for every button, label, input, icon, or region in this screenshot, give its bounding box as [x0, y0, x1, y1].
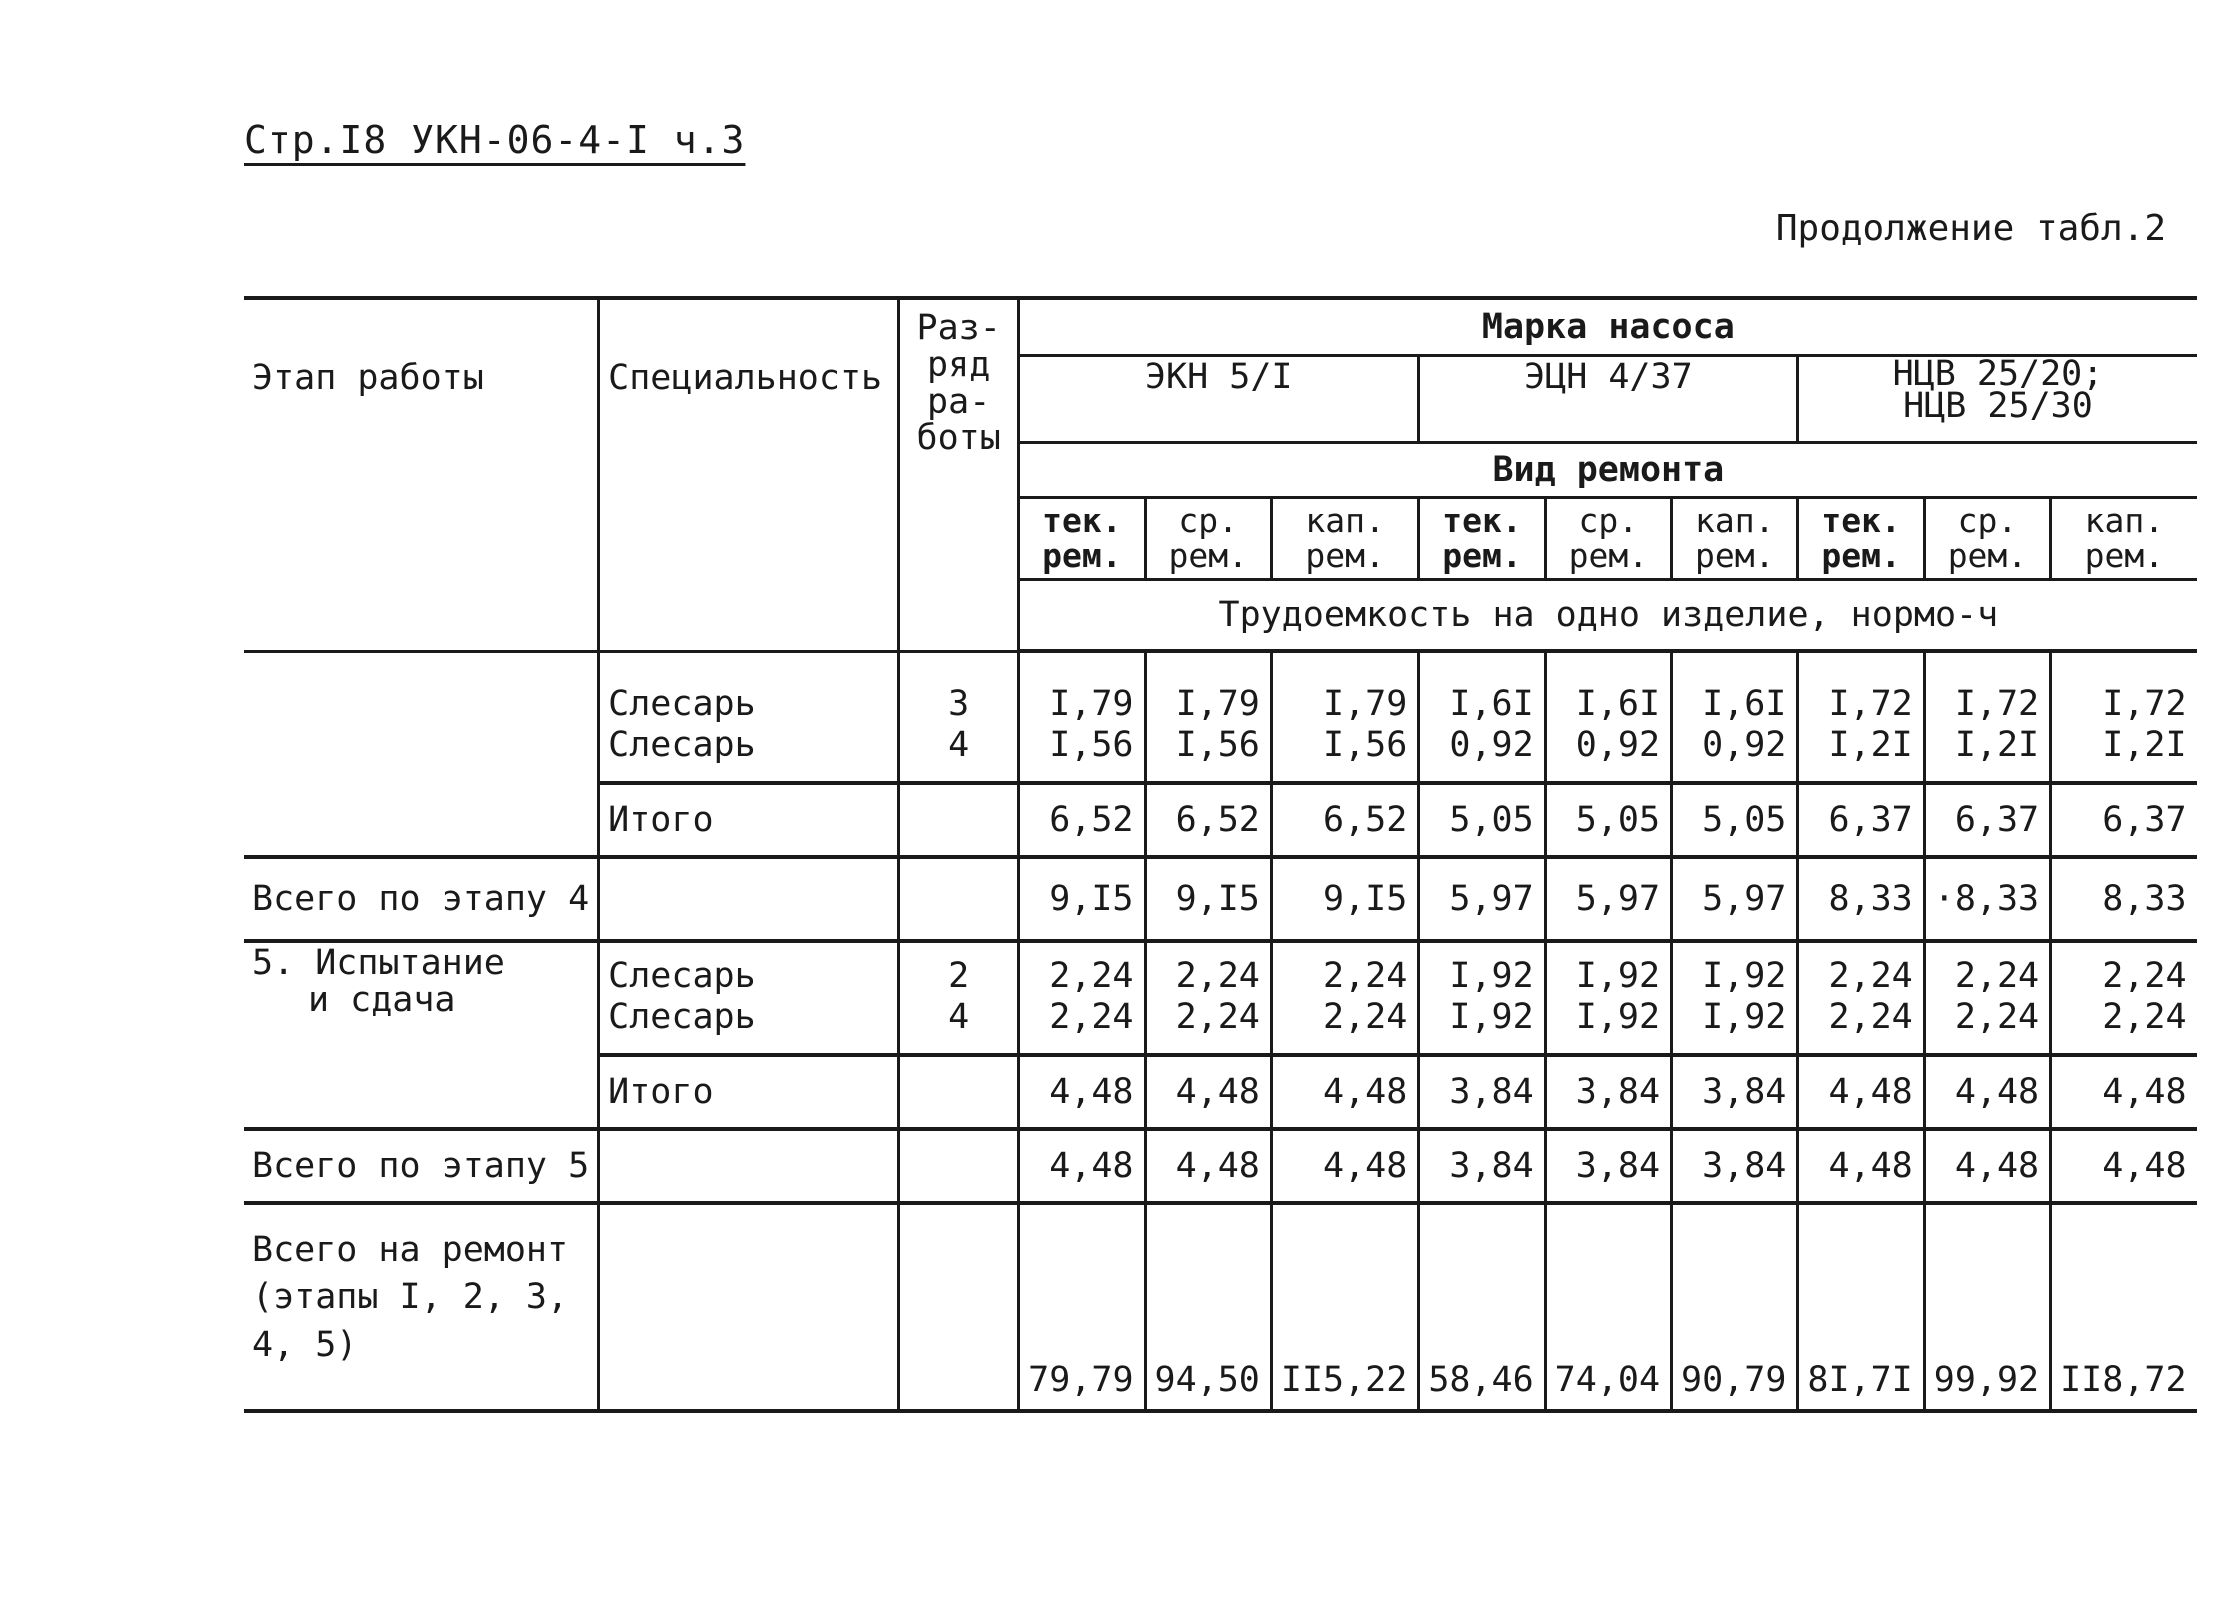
value-cell: 79,79: [1019, 1203, 1145, 1411]
grade-cell: 2: [899, 941, 1019, 997]
value-cell: II5,22: [1271, 1203, 1418, 1411]
stage5-title-line2: и сдача: [308, 979, 456, 1020]
value-cell: 94,50: [1145, 1203, 1271, 1411]
value-cell: I,72: [2102, 684, 2187, 725]
stage-header: Этап работы: [244, 298, 599, 651]
repair-col-header: кап. рем.: [1672, 498, 1798, 580]
value-cell: 6,37: [1798, 783, 1924, 857]
value-cell: I,92: [1419, 941, 1545, 997]
value-cell: 5,97: [1672, 857, 1798, 941]
empty-specialty-cell: [599, 1203, 899, 1411]
labor-table: [244, 296, 2197, 1413]
value-cell: I,6I: [1545, 651, 1671, 725]
value-cell: ·8,33: [1924, 857, 2050, 941]
value-cell: 6,37: [2051, 783, 2197, 857]
value-cell: 2,24: [1798, 997, 1924, 1055]
value-cell: 0,92: [1545, 725, 1671, 783]
value-cell: 3,84: [1672, 1055, 1798, 1129]
repair-type-header: Вид ремонта: [1492, 449, 1725, 490]
repair-col-header: тек. рем.: [1019, 498, 1145, 580]
value-cell: I,92: [1419, 997, 1545, 1055]
pump-ncv-header: НЦВ 25/20; НЦВ 25/30: [1798, 356, 2197, 443]
value-cell: I,72: [1924, 651, 2050, 725]
grand-total-line1: Всего на ремонт: [252, 1230, 569, 1270]
value-cell: 4,48: [1271, 1129, 1418, 1203]
value-cell: 2,24: [1271, 941, 1418, 997]
empty-grade-cell: [899, 1203, 1019, 1411]
value-cell: I,6I: [1672, 651, 1798, 725]
value-cell: 3,84: [1419, 1055, 1545, 1129]
value-cell: I,92: [1672, 997, 1798, 1055]
stage-total-label: Всего по этапу 4: [244, 857, 599, 941]
value-cell: 4,48: [2051, 1129, 2197, 1203]
grand-total-label: [244, 1203, 599, 1411]
value-cell: I,92: [1545, 941, 1671, 997]
value-cell: I,2I: [1798, 725, 1924, 783]
grade-cell: 3: [899, 651, 1019, 725]
grade-cell: 4: [899, 997, 1019, 1055]
value-cell: II8,72: [2051, 1203, 2197, 1411]
value-cell: 4,48: [1019, 1129, 1145, 1203]
value-cell: I,2I: [2051, 725, 2197, 783]
value-cell: 5,05: [1419, 783, 1545, 857]
value-cell: I,79: [1019, 651, 1145, 725]
value-cell: I,56: [1019, 725, 1145, 783]
value-cell: I,79: [1271, 651, 1418, 725]
value-cell: I,56: [1145, 725, 1271, 783]
value-cell: 2,24: [1145, 941, 1271, 997]
subtotal-label: Итого: [599, 783, 899, 857]
pump-ecn-header: ЭЦН 4/37: [1419, 356, 1798, 443]
value-cell: 5,97: [1419, 857, 1545, 941]
value-cell: 0,92: [1419, 725, 1545, 783]
grade-cell: 4: [899, 725, 1019, 783]
value-cell: 8I,7I: [1798, 1203, 1924, 1411]
value-cell: 2,24: [1924, 941, 2050, 997]
value-cell: I,2I: [1924, 725, 2050, 783]
value-cell: 2,24: [2102, 956, 2187, 997]
value-cell: 0,92: [1672, 725, 1798, 783]
value-cell: 2,24: [1019, 997, 1145, 1055]
value-cell: 4,48: [1271, 1055, 1418, 1129]
page-header: Стр.I8 УКН-06-4-I ч.3: [244, 118, 746, 162]
value-cell: 9,I5: [1019, 857, 1145, 941]
value-cell: 2,24: [1271, 997, 1418, 1055]
repair-col-header: ср. рем.: [1145, 498, 1271, 580]
value-cell: 4,48: [1019, 1055, 1145, 1129]
empty-grade-cell: [899, 857, 1019, 941]
value-cell: I,92: [1672, 941, 1798, 997]
repair-col-header: тек. рем.: [1798, 498, 1924, 580]
specialty-cell: Слесарь: [599, 651, 899, 725]
value-cell: 9,I5: [1271, 857, 1418, 941]
stage-total-label: Всего по этапу 5: [244, 1129, 599, 1203]
value-cell: 58,46: [1419, 1203, 1545, 1411]
specialty-cell: Слесарь: [599, 941, 899, 997]
pump-brand-header: Марка насоса: [1019, 298, 2197, 356]
value-cell: 9,I5: [1145, 857, 1271, 941]
value-cell: 4,48: [2051, 1055, 2197, 1129]
repair-col-header: тек. рем.: [1419, 498, 1545, 580]
value-cell: I,6I: [1419, 651, 1545, 725]
grand-total-line3: 4, 5): [252, 1324, 358, 1365]
value-cell: 8,33: [1798, 857, 1924, 941]
specialty-header: Специальность: [599, 298, 899, 651]
value-cell: 4,48: [1145, 1129, 1271, 1203]
empty-grade-cell: [899, 783, 1019, 857]
value-cell: 2,24: [1145, 997, 1271, 1055]
value-cell: 4,48: [1924, 1129, 2050, 1203]
table-continuation-label: Продолжение табл.2: [1775, 208, 2166, 249]
specialty-cell: Слесарь: [599, 997, 899, 1055]
value-cell: 3,84: [1545, 1129, 1671, 1203]
repair-col-header: ср. рем.: [1545, 498, 1671, 580]
value-cell: 5,05: [1672, 783, 1798, 857]
value-cell: I,79: [1145, 651, 1271, 725]
value-cell: 2,24: [1798, 941, 1924, 997]
subtotal-label: Итого: [599, 1055, 899, 1129]
value-cell: 4,48: [1145, 1055, 1271, 1129]
value-cell: 5,97: [1545, 857, 1671, 941]
repair-col-header: ср. рем.: [1924, 498, 2050, 580]
stage5-title-cell: [244, 941, 599, 1129]
empty-grade-cell: [899, 1055, 1019, 1129]
value-cell: 4,48: [1798, 1129, 1924, 1203]
labor-header: Трудоемкость на одно изделие, нормо-ч: [1019, 580, 2197, 652]
grade-header: Раз- ряд ра- боты: [899, 298, 1019, 651]
value-cell: 5,05: [1545, 783, 1671, 857]
value-cell: 3,84: [1545, 1055, 1671, 1129]
stage5-title-line1: 5. Испытание: [252, 943, 505, 983]
empty-grade-cell: [899, 1129, 1019, 1203]
value-cell: 90,79: [1672, 1203, 1798, 1411]
value-cell: 6,52: [1271, 783, 1418, 857]
value-cell: 2,24: [2051, 997, 2197, 1055]
value-cell: 4,48: [1798, 1055, 1924, 1129]
specialty-cell: Слесарь: [599, 725, 899, 783]
grand-total-line2: (этапы I, 2, 3,: [252, 1277, 569, 1318]
value-cell: 3,84: [1672, 1129, 1798, 1203]
repair-col-header: кап. рем.: [2051, 498, 2197, 580]
value-cell: 3,84: [1419, 1129, 1545, 1203]
value-cell: 6,52: [1019, 783, 1145, 857]
pump-ekn-header: ЭКН 5/I: [1019, 356, 1419, 443]
repair-col-header: кап. рем.: [1271, 498, 1418, 580]
value-cell: I,92: [1545, 997, 1671, 1055]
value-cell: 2,24: [1019, 941, 1145, 997]
value-cell: I,72: [1798, 651, 1924, 725]
value-cell: 8,33: [2051, 857, 2197, 941]
value-cell: 2,24: [1924, 997, 2050, 1055]
stage4-empty-cell: [244, 651, 599, 857]
empty-specialty-cell: [599, 1129, 899, 1203]
value-cell: 4,48: [1924, 1055, 2050, 1129]
value-cell: 6,52: [1145, 783, 1271, 857]
empty-specialty-cell: [599, 857, 899, 941]
value-cell: 6,37: [1924, 783, 2050, 857]
value-cell: 74,04: [1545, 1203, 1671, 1411]
value-cell: I,56: [1271, 725, 1418, 783]
value-cell: 99,92: [1924, 1203, 2050, 1411]
